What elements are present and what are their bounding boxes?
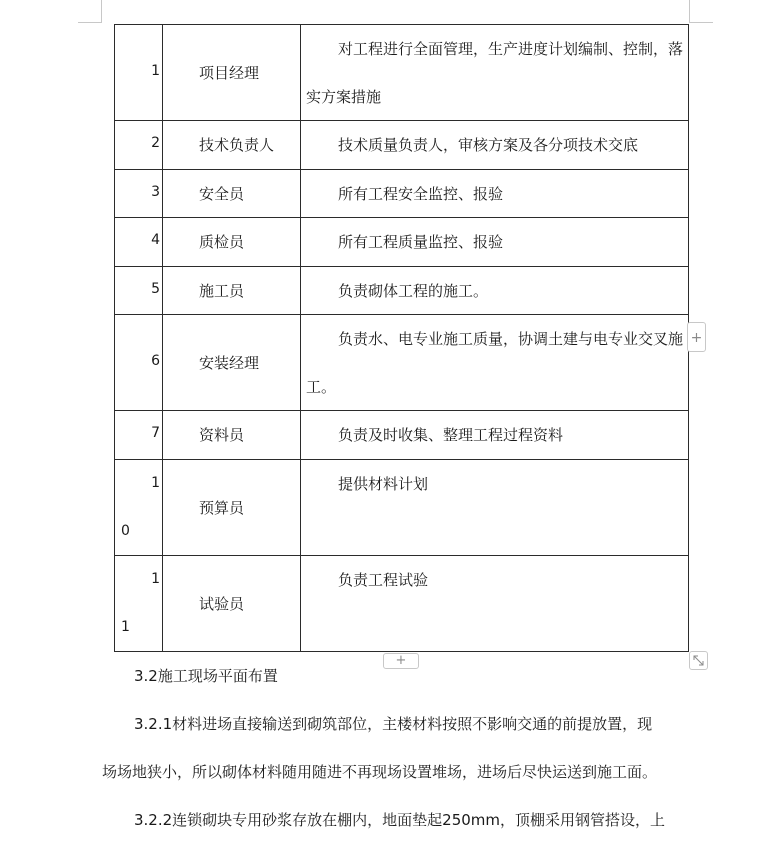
- row-number: 7: [151, 425, 160, 441]
- table-row: [115, 556, 689, 652]
- row-number: 1: [151, 63, 160, 79]
- duty-text: 负责水、电专业施工质量，协调土建与电专业交叉施工。: [306, 330, 684, 396]
- table-row: [115, 411, 689, 460]
- role-name: 安装经理: [199, 354, 260, 372]
- role-cell[interactable]: [163, 25, 301, 121]
- role-name: 预算员: [199, 499, 245, 517]
- row-number-cell[interactable]: [115, 218, 163, 267]
- row-number-cell[interactable]: [115, 267, 163, 315]
- row-number: 5: [151, 281, 160, 297]
- role-cell[interactable]: [163, 170, 301, 218]
- table-row: [115, 121, 689, 170]
- page-corner-mark-right-v: [689, 0, 690, 22]
- paragraph-line: 3.2.1材料进场直接输送到砌筑部位，主楼材料按照不影响交通的前提放置，现: [134, 715, 653, 733]
- role-cell[interactable]: [163, 121, 301, 170]
- duty-text: 负责工程试验: [338, 571, 429, 589]
- table-row: [115, 218, 689, 267]
- row-number-cell[interactable]: [115, 170, 163, 218]
- table-row: [115, 170, 689, 218]
- duty-cell[interactable]: [301, 170, 689, 218]
- row-number: 3: [151, 184, 160, 200]
- table-row: [115, 267, 689, 315]
- role-name: 资料员: [199, 426, 245, 444]
- duty-text: 负责砌体工程的施工。: [338, 282, 489, 300]
- row-number-cell[interactable]: [115, 25, 163, 121]
- row-number-bottom: 1: [121, 619, 130, 635]
- duty-cell[interactable]: [301, 25, 689, 121]
- duty-cell[interactable]: [301, 315, 689, 411]
- row-number-cell[interactable]: [115, 460, 163, 556]
- role-cell[interactable]: [163, 315, 301, 411]
- role-cell[interactable]: [163, 460, 301, 556]
- role-name: 质检员: [199, 233, 245, 251]
- duty-text: 提供材料计划: [338, 475, 429, 493]
- role-name: 试验员: [199, 595, 245, 613]
- duty-cell[interactable]: [301, 218, 689, 267]
- duty-text: 对工程进行全面管理，生产进度计划编制、控制，落实方案措施: [306, 40, 684, 106]
- row-number-cell[interactable]: [115, 121, 163, 170]
- table-row: [115, 25, 689, 121]
- table-row: [115, 460, 689, 556]
- role-cell[interactable]: [163, 267, 301, 315]
- role-name: 安全员: [199, 185, 245, 203]
- plus-icon: +: [690, 330, 703, 346]
- plus-icon: +: [395, 653, 407, 668]
- row-number-bottom: 0: [121, 523, 130, 539]
- role-cell[interactable]: [163, 556, 301, 652]
- duty-cell[interactable]: [301, 121, 689, 170]
- row-number-cell[interactable]: [115, 411, 163, 460]
- duty-text: 负责及时收集、整理工程过程资料: [338, 426, 564, 444]
- duty-text: 所有工程安全监控、报验: [338, 185, 504, 203]
- page-corner-mark-left-h: [78, 22, 102, 23]
- insert-column-button[interactable]: [687, 322, 706, 352]
- row-number-cell[interactable]: [115, 315, 163, 411]
- row-number-top: 1: [151, 475, 160, 491]
- row-number-top: 1: [151, 571, 160, 587]
- role-name: 施工员: [199, 282, 245, 300]
- row-number: 2: [151, 135, 160, 151]
- paragraph-line: 3.2.2连锁砌块专用砂浆存放在棚内，地面垫起250mm，顶棚采用钢管搭设，上: [134, 811, 666, 829]
- duty-cell[interactable]: [301, 411, 689, 460]
- page-corner-mark-left-v: [101, 0, 102, 22]
- duty-text: 所有工程质量监控、报验: [338, 233, 504, 251]
- row-number-cell[interactable]: [115, 556, 163, 652]
- row-number: 6: [151, 353, 160, 369]
- duty-text: 技术质量负责人，审核方案及各分项技术交底: [338, 136, 639, 154]
- role-name: 项目经理: [199, 64, 260, 82]
- role-cell[interactable]: [163, 218, 301, 267]
- table-row: [115, 315, 689, 411]
- role-cell[interactable]: [163, 411, 301, 460]
- duty-cell[interactable]: [301, 267, 689, 315]
- paragraph-line: 场场地狭小，所以砌体材料随用随进不再现场设置堆场，进场后尽快运送到施工面。: [102, 763, 658, 781]
- row-number: 4: [151, 232, 160, 248]
- page-corner-mark-right-h: [689, 22, 713, 23]
- section-heading: 3.2施工现场平面布置: [134, 667, 278, 685]
- duty-cell[interactable]: [301, 556, 689, 652]
- staff-duties-table: [114, 24, 689, 652]
- duty-cell[interactable]: [301, 460, 689, 556]
- role-name: 技术负责人: [199, 136, 275, 154]
